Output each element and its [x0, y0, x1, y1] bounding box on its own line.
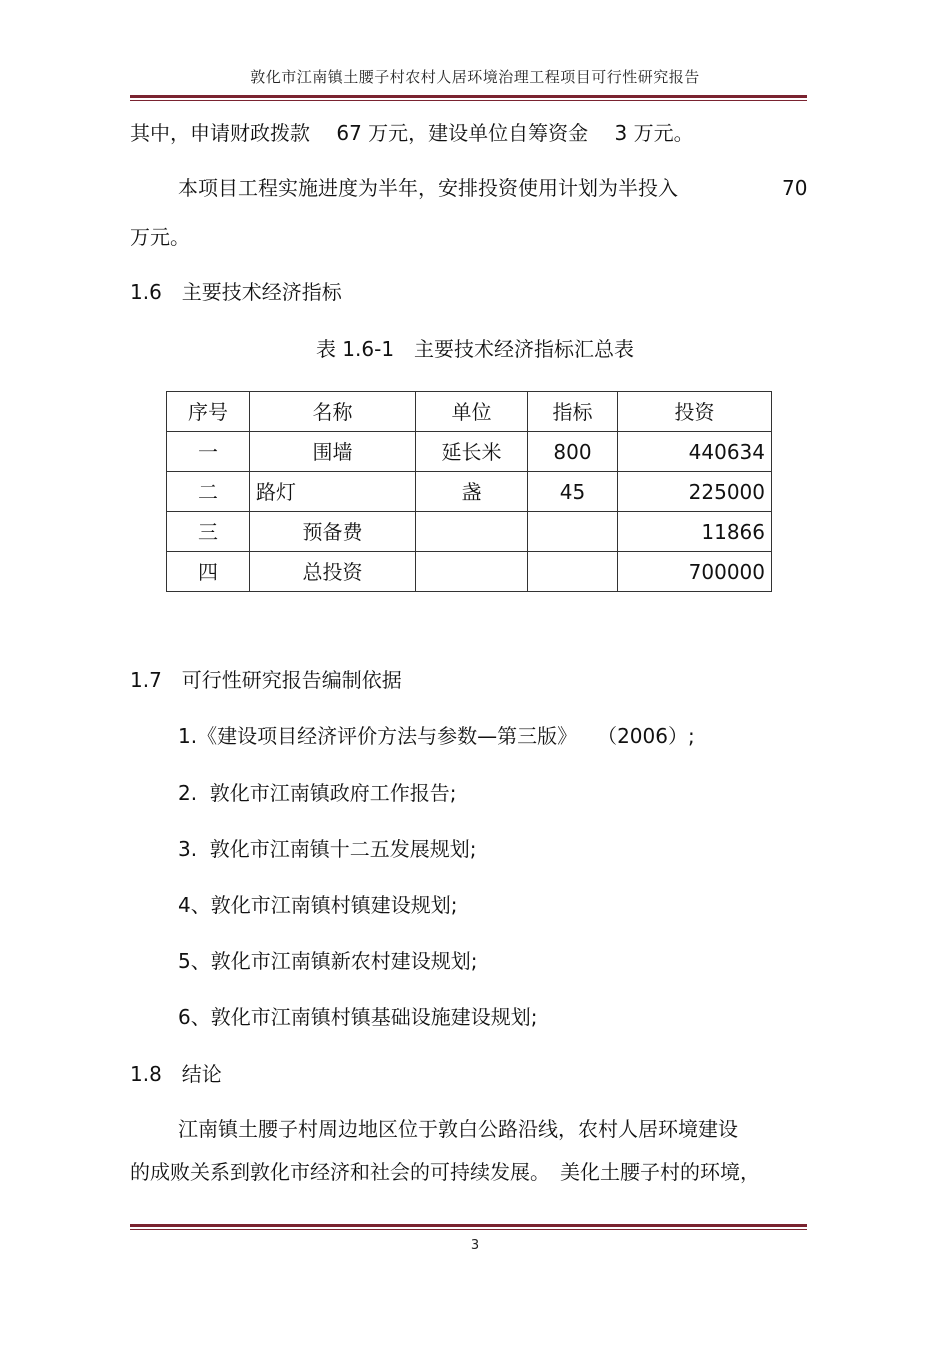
table-cell: 四 [167, 552, 250, 592]
table-cell: 三 [167, 512, 250, 552]
reference-item: 4、敦化市江南镇村镇建设规划; [178, 893, 458, 917]
header-rule-thin [130, 100, 807, 101]
table-cell: 11866 [618, 512, 772, 552]
table-cell [528, 552, 618, 592]
reference-item: 3. 敦化市江南镇十二五发展规划; [178, 837, 477, 861]
page-header-title: 敦化市江南镇土腰子村农村人居环境治理工程项目可行性研究报告 [250, 68, 700, 86]
table-cell: 盏 [416, 472, 528, 512]
reference-item: 5、敦化市江南镇新农村建设规划; [178, 949, 478, 973]
section-heading-1-7: 1.7 可行性研究报告编制依据 [130, 668, 402, 692]
table-cell: 700000 [618, 552, 772, 592]
table-cell: 800 [528, 432, 618, 472]
reference-item: 2. 敦化市江南镇政府工作报告; [178, 781, 457, 805]
table-cell: 225000 [618, 472, 772, 512]
section-heading-1-8: 1.8 结论 [130, 1062, 222, 1086]
conclusion-line1: 江南镇土腰子村周边地区位于敦白公路沿线，农村人居环境建设 [178, 1117, 738, 1141]
header-cell: 序号 [167, 392, 250, 432]
table-header-row [167, 392, 772, 432]
header-cell: 指标 [528, 392, 618, 432]
table-cell: 二 [167, 472, 250, 512]
page-number: 3 [470, 1238, 480, 1253]
reference-item: 1.《建设项目经济评价方法与参数—第三版》 （2006）; [178, 724, 695, 748]
table-cell: 围墙 [250, 432, 416, 472]
table-row [167, 512, 772, 552]
header-rule [130, 95, 807, 98]
table-cell: 延长米 [416, 432, 528, 472]
indicator-summary-table [166, 391, 772, 592]
table-row [167, 552, 772, 592]
table-row [167, 432, 772, 472]
table-row [167, 472, 772, 512]
table-cell: 45 [528, 472, 618, 512]
paragraph-funding: 其中，申请财政拨款 67 万元，建设单位自筹资金 3 万元。 [130, 121, 694, 145]
paragraph-schedule-line2: 万元。 [130, 225, 190, 249]
conclusion-line2: 的成败关系到敦化市经济和社会的可持续发展。 美化土腰子村的环境， [130, 1160, 760, 1184]
paragraph-schedule-amount: 70 [782, 176, 808, 200]
table-caption: 表 1.6-1 主要技术经济指标汇总表 [315, 337, 635, 361]
paragraph-schedule-line1: 本项目工程实施进度为半年，安排投资使用计划为半投入 [178, 176, 678, 200]
table-cell: 440634 [618, 432, 772, 472]
section-heading-1-6: 1.6 主要技术经济指标 [130, 280, 342, 304]
footer-rule [130, 1224, 807, 1227]
table-cell: 一 [167, 432, 250, 472]
header-cell: 名称 [250, 392, 416, 432]
reference-item: 6、敦化市江南镇村镇基础设施建设规划; [178, 1005, 538, 1029]
table-cell: 总投资 [250, 552, 416, 592]
table-cell [416, 552, 528, 592]
table-cell [528, 512, 618, 552]
footer-rule-thin [130, 1229, 807, 1230]
table-cell: 路灯 [250, 472, 416, 512]
header-cell: 单位 [416, 392, 528, 432]
table-cell [416, 512, 528, 552]
header-cell: 投资 [618, 392, 772, 432]
table-cell: 预备费 [250, 512, 416, 552]
